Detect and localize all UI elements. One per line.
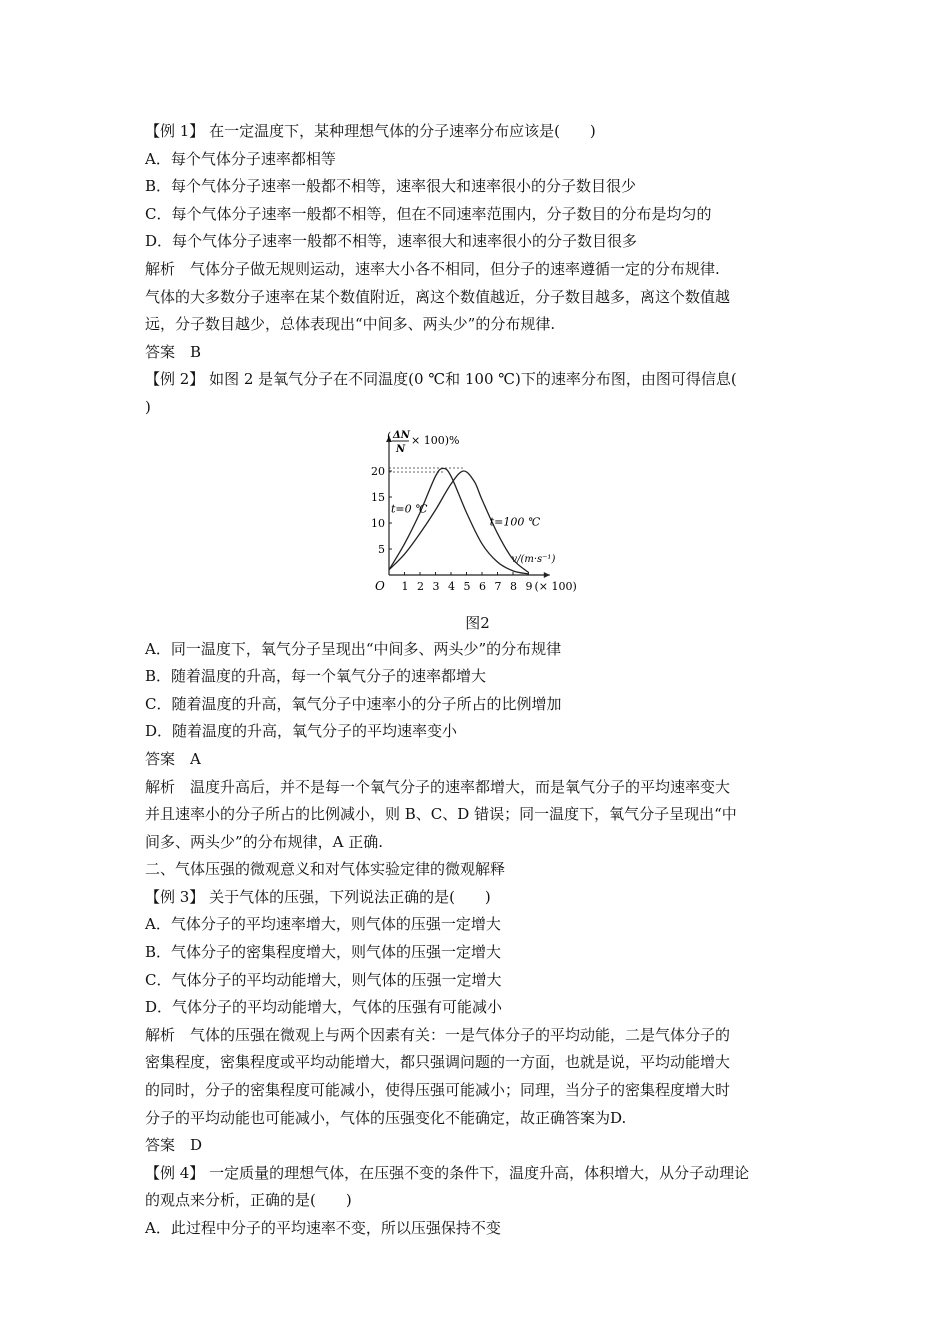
- example-1-option-a: A．每个气体分子速率都相等: [145, 149, 336, 168]
- x-tick-label: 8: [510, 579, 517, 593]
- x-axis-suffix: (× 100): [534, 579, 577, 593]
- example-2-option-c: C．随着温度的升高，氧气分子中速率小的分子所占的比例增加: [145, 694, 562, 713]
- y-tick-label: 5: [378, 542, 385, 556]
- x-tick-label: 6: [479, 579, 486, 593]
- example-1-analysis-line: 气体的大多数分子速率在某个数值附近，离这个数值越近，分子数目越多，离这个数值越: [145, 287, 731, 306]
- y-label-suffix: × 100)%: [411, 433, 460, 447]
- example-3-analysis-line: 分子的平均动能也可能减小，气体的压强变化不能确定，故正确答案为D.: [145, 1108, 627, 1127]
- example-3-analysis-line: 解析 气体的压强在微观上与两个因素有关：一是气体分子的平均动能，二是气体分子的: [145, 1025, 731, 1044]
- document-page: [145, 118, 810, 1243]
- x-axis-arrow: [544, 572, 550, 578]
- x-tick-label: 1: [401, 579, 409, 593]
- x-tick-label: 3: [432, 579, 440, 593]
- y-tick-label: 20: [371, 464, 385, 478]
- figure-caption: 图2: [465, 613, 490, 632]
- example-2-analysis-line: 间多、两头少”的分布规律，A 正确.: [145, 832, 384, 851]
- example-2-question: 【例 2】 如图 2 是氧气分子在不同温度(0 ℃和 100 ℃)下的速率分布图，由图可得信息(: [145, 370, 737, 389]
- example-3-option-b: B．气体分子的密集程度增大，则气体的压强一定增大: [145, 943, 502, 962]
- example-2-analysis-line: 解析 温度升高后，并不是每一个氧气分子的速率都增大，而是氧气分子的平均速率变大: [145, 777, 731, 796]
- example-3-analysis-line: 的同时，分子的密集程度可能减小，使得压强可能减小；同理，当分子的密集程度增大时: [145, 1081, 731, 1100]
- example-2-option-b: B．随着温度的升高，每一个氧气分子的速率都增大: [145, 667, 487, 686]
- section-heading: 二、气体压强的微观意义和对气体实验定律的微观解释: [145, 860, 506, 879]
- example-3-question: 【例 3】 关于气体的压强，下列说法正确的是( ): [145, 887, 491, 906]
- speed-distribution-chart: [359, 428, 589, 606]
- x-tick-label: 2: [417, 579, 424, 593]
- example-2-answer: 答案 A: [145, 749, 201, 768]
- origin-label: O: [375, 578, 385, 593]
- example-1-question: 【例 1】 在一定温度下，某种理想气体的分子速率分布应该是( ): [145, 122, 596, 140]
- example-3-answer: 答案 D: [145, 1136, 203, 1155]
- y-label-numerator: ΔN: [393, 429, 410, 441]
- y-tick-label: 15: [371, 490, 385, 504]
- example-4-option-a: A．此过程中分子的平均速率不变，所以压强保持不变: [145, 1219, 501, 1237]
- example-4-question: 【例 4】 一定质量的理想气体，在压强不变的条件下，温度升高，体积增大，从分子动理论: [145, 1163, 750, 1182]
- example-3-option-c: C．气体分子的平均动能增大，则气体的压强一定增大: [145, 970, 502, 989]
- y-label-denominator: N: [396, 443, 406, 455]
- x-tick-label: 9: [525, 579, 533, 593]
- y-tick-label: 10: [371, 516, 385, 530]
- example-1-answer: 答案 B: [145, 342, 202, 361]
- example-2-option-a: A．同一温度下，氧气分子呈现出“中间多、两头少”的分布规律: [145, 639, 562, 658]
- x-axis-label: v/(m·s⁻¹): [511, 553, 556, 565]
- series-label-100c: t=100 ℃: [489, 515, 541, 529]
- x-tick-label: 5: [463, 579, 471, 593]
- figure-2: [145, 428, 810, 610]
- example-3-option-a: A．气体分子的平均速率增大，则气体的压强一定增大: [145, 915, 501, 934]
- x-tick-label: 7: [494, 579, 502, 593]
- x-tick-label: 4: [448, 579, 455, 593]
- example-1-analysis-line: 远，分子数目越少，总体表现出“中间多、两头少”的分布规律.: [145, 315, 556, 334]
- example-2-option-d: D．随着温度的升高，氧气分子的平均速率变小: [145, 722, 458, 741]
- example-4-question-cont: 的观点来分析，正确的是( ): [145, 1191, 352, 1210]
- example-1-analysis-line: 解析 气体分子做无规则运动，速率大小各不相同，但分子的速率遵循一定的分布规律.: [145, 259, 720, 278]
- example-2-analysis-line: 并且速率小的分子所占的比例减小，则 B、C、D 错误；同一温度下，氧气分子呈现出“中: [145, 805, 737, 824]
- example-1-option-d: D．每个气体分子速率一般都不相等，速率很大和速率很小的分子数目很多: [145, 232, 638, 251]
- example-3-analysis-line: 密集程度，密集程度或平均动能增大，都只强调问题的一方面，也就是说，平均动能增大: [145, 1053, 731, 1072]
- example-1-option-b: B．每个气体分子速率一般都不相等，速率很大和速率很小的分子数目很少: [145, 177, 637, 196]
- example-1-option-c: C．每个气体分子速率一般都不相等，但在不同速率范围内，分子数目的分布是均匀的: [145, 204, 712, 223]
- example-3-option-d: D．气体分子的平均动能增大，气体的压强有可能减小: [145, 998, 503, 1017]
- example-2-question-cont: ): [145, 397, 151, 416]
- series-label-0c: t=0 ℃: [391, 502, 428, 516]
- y-label-paren: (: [387, 429, 392, 443]
